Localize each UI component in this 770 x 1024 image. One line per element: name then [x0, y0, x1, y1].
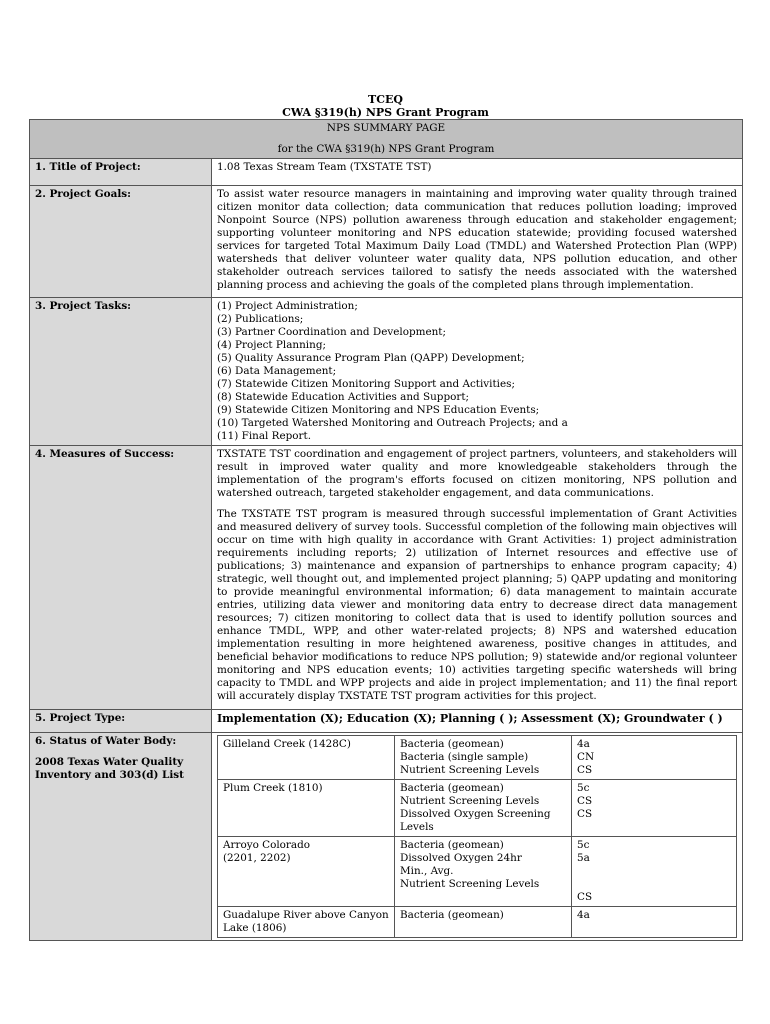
document-page: [29, 93, 742, 941]
water-body-parameters-line: Levels: [400, 821, 434, 833]
water-body-categories-line: CN: [577, 751, 595, 763]
water-body-categories-line: 4a: [577, 738, 590, 750]
goals-label: 2. Project Goals:: [30, 186, 212, 298]
summary-header-row: [30, 120, 743, 159]
title-label: 1. Title of Project:: [30, 159, 212, 186]
water-body-name-line: Guadalupe River above Canyon: [223, 909, 389, 921]
water-body-parameters: [395, 837, 572, 907]
water-body-parameters-line: Bacteria (geomean): [400, 909, 504, 921]
agency-title: TCEQ: [368, 93, 403, 106]
task-item: (10) Targeted Watershed Monitoring and Outreach Projects; and a: [217, 417, 568, 429]
water-body-categories: [572, 780, 737, 837]
goals-value: To assist water resource managers in maintaining and improving water quality through trained citizen monitor data collection; data communication that reduces pollution loading; improved Nonpoint Source (NPS) pollution awareness through education and stakeholder engagement; supporting volunteer monitoring and NPS education statewide; providing focused watershed services for targeted Total Maximum Daily Load (TMDL) and Watershed Protection Plan (WPP) watersheds that deliver volunteer water quality data, NPS pollution education, and other stakeholder outreach services tailored to satisfy the needs associated with the watershed planning process and achieving the goals of the completed plans through implementation.: [212, 186, 743, 298]
water-body-categories: [572, 736, 737, 780]
water-body-parameters: [395, 780, 572, 837]
water-body-parameters: [395, 907, 572, 938]
water-body-categories-line: CS: [577, 795, 593, 807]
water-body-row: [218, 837, 737, 907]
water-body-categories-line: [577, 865, 731, 878]
task-item: (1) Project Administration;: [217, 300, 358, 312]
measures-paragraph-1: TXSTATE TST coordination and engagement of project partners, volunteers, and stakeholders will result in improved water quality and more knowledgeable stakeholders through the implementation of the program's efforts focused on citizen monitoring, NPS pollution and watershed outreach, targeted stakeholder engagement, and data communications.: [217, 448, 738, 499]
water-body-name: [218, 837, 395, 907]
water-body-categories-line: 5c: [577, 782, 590, 794]
water-body-parameters-line: Bacteria (geomean): [400, 839, 504, 851]
water-body-parameters-line: Dissolved Oxygen 24hr: [400, 852, 522, 864]
water-body-name-line: (2201, 2202): [223, 852, 291, 864]
summary-title: NPS SUMMARY PAGE: [326, 122, 446, 134]
water-body-row: [218, 780, 737, 837]
task-item: (8) Statewide Education Activities and Support;: [217, 391, 469, 403]
water-body-name: [218, 780, 395, 837]
task-item: (4) Project Planning;: [217, 339, 326, 351]
status-label: 6. Status of Water Body:: [35, 735, 177, 747]
water-body-categories: [572, 837, 737, 907]
water-body-categories-line: 4a: [577, 909, 590, 921]
task-item: (9) Statewide Citizen Monitoring and NPS Education Events;: [217, 404, 540, 416]
status-sublabel: 2008 Texas Water Quality Inventory and 303(d) List: [35, 756, 184, 781]
summary-table: [29, 119, 743, 941]
water-body-parameters-line: Bacteria (geomean): [400, 782, 504, 794]
water-body-table: [217, 735, 737, 938]
task-item: (2) Publications;: [217, 313, 304, 325]
tasks-list: [212, 298, 743, 446]
task-item: (3) Partner Coordination and Development;: [217, 326, 446, 338]
status-row: [30, 733, 743, 941]
water-body-categories-line: 5c: [577, 839, 590, 851]
water-body-row: [218, 907, 737, 938]
measures-label: 4. Measures of Success:: [30, 446, 212, 710]
water-body-name-line: Arroyo Colorado: [223, 839, 310, 851]
type-value: Implementation (X); Education (X); Planning ( ); Assessment (X); Groundwater ( ): [212, 710, 743, 733]
type-label: 5. Project Type:: [30, 710, 212, 733]
water-body-categories-line: CS: [577, 891, 593, 903]
tasks-row: [30, 298, 743, 446]
water-body-parameters: [395, 736, 572, 780]
measures-paragraph-2: The TXSTATE TST program is measured through successful implementation of Grant Activities and measured delivery of survey tools. Successful completion of the following main objectives will occur on time with high quality in accordance with Grant Activities: 1) project administration requirements including reports; 2) utilization of Internet resources and effective use of publications; 3) maintenance and expansion of partnerships to enhance program capacity; 4) strategic, well thought out, and implemented project planning; 5) QAPP updating and monitoring to provide meaningful environmental information; 6) data management to maintain accurate entries, utilizing data viewer and monitoring data entry to decrease direct data management resources; 7) citizen monitoring to collect data that is used to identify pollution sources and enhance TMDL, WPP, and other water-related projects; 8) NPS and watershed education implementation resulting in more heightened awareness, positive changes in attitudes, and beneficial behavior modifications to reduce NPS pollution; 9) statewide and/or regional volunteer monitoring and NPS education events; 10) activities targeting specific watersheds will bring capacity to TMDL and WPP projects and aide in project implementation; and 11) the final report will accurately display TXSTATE TST program activities for this project.: [217, 508, 738, 702]
water-body-name: [218, 736, 395, 780]
water-body-parameters-line: Nutrient Screening Levels: [400, 878, 540, 890]
task-item: (7) Statewide Citizen Monitoring Support and Activities;: [217, 378, 515, 390]
water-body-parameters-line: Min., Avg.: [400, 865, 454, 877]
water-body-parameters-line: Nutrient Screening Levels: [400, 795, 540, 807]
water-body-parameters-line: Dissolved Oxygen Screening: [400, 808, 551, 820]
title-value: 1.08 Texas Stream Team (TXSTATE TST): [212, 159, 743, 186]
water-body-categories-line: CS: [577, 764, 593, 776]
title-row: [30, 159, 743, 186]
water-body-name-line: Lake (1806): [223, 922, 287, 934]
water-body-name-line: Gilleland Creek (1428C): [223, 738, 351, 750]
measures-row: [30, 446, 743, 710]
water-body-categories-line: [577, 878, 731, 891]
water-body-categories: [572, 907, 737, 938]
water-body-parameters-line: Bacteria (single sample): [400, 751, 529, 763]
task-item: (11) Final Report.: [217, 430, 312, 442]
water-body-name: [218, 907, 395, 938]
water-body-categories-line: CS: [577, 808, 593, 820]
type-row: [30, 710, 743, 733]
summary-subtitle: for the CWA §319(h) NPS Grant Program: [277, 143, 495, 155]
task-item: (5) Quality Assurance Program Plan (QAPP) Development;: [217, 352, 525, 364]
task-item: (6) Data Management;: [217, 365, 337, 377]
water-body-categories-line: 5a: [577, 852, 590, 864]
tasks-label: 3. Project Tasks:: [30, 298, 212, 446]
goals-row: [30, 186, 743, 298]
water-body-parameters-line: Bacteria (geomean): [400, 738, 504, 750]
program-title: CWA §319(h) NPS Grant Program: [282, 106, 489, 119]
water-body-row: [218, 736, 737, 780]
water-body-parameters-line: Nutrient Screening Levels: [400, 764, 540, 776]
water-body-name-line: Plum Creek (1810): [223, 782, 323, 794]
